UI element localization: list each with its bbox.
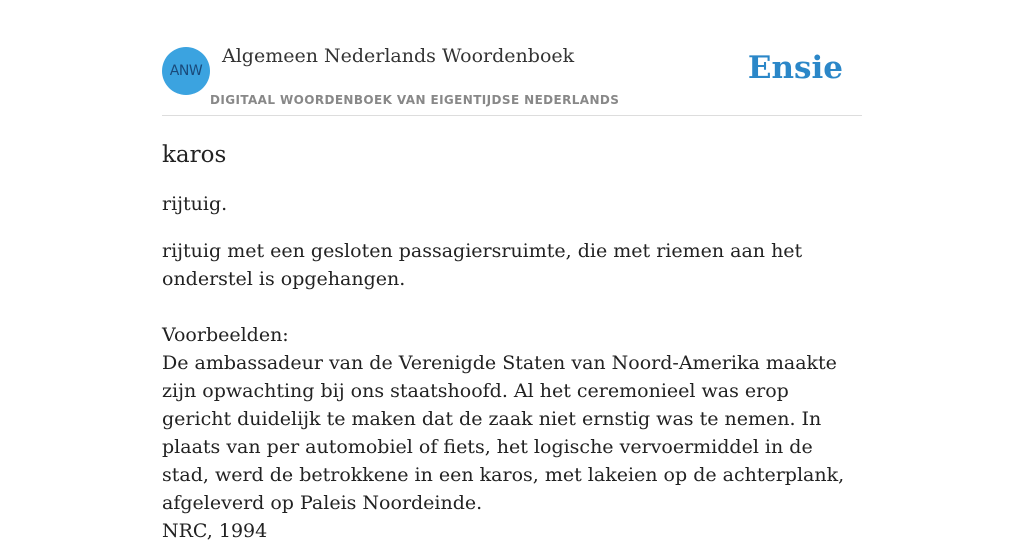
ensie-brand-logo[interactable]: Ensie	[747, 50, 843, 86]
header	[162, 0, 862, 116]
page	[162, 0, 862, 542]
example-source: NRC, 1994	[162, 520, 268, 542]
site-title[interactable]: Algemeen Nederlands Woordenboek	[222, 45, 575, 67]
example-text: De ambassadeur van de Verenigde Staten van Noord-Amerika maakte zijn opwachting bij ons staatshoofd. Al het ceremonieel was erop gericht duidelijk te maken dat de zaak niet ernstig was te nemen. In plaats van per automobiel of fiets, het logische vervoermiddel in de stad, werd de betrokkene in een karos, met lakeien op de achterplank, afgeleverd op Paleis Noordeinde.	[162, 352, 845, 514]
short-definition: rijtuig.	[162, 193, 228, 215]
anw-logo[interactable]: ANW	[162, 47, 210, 95]
examples-label: Voorbeelden:	[162, 324, 289, 346]
definition: rijtuig met een gesloten passagiersruimte, die met riemen aan het onderstel is opgehangen.	[162, 240, 803, 290]
entry-content	[162, 139, 862, 545]
headword: karos	[162, 142, 227, 168]
site-tagline: DIGITAAL WOORDENBOEK VAN EIGENTIJDSE NEDERLANDS	[210, 93, 620, 107]
